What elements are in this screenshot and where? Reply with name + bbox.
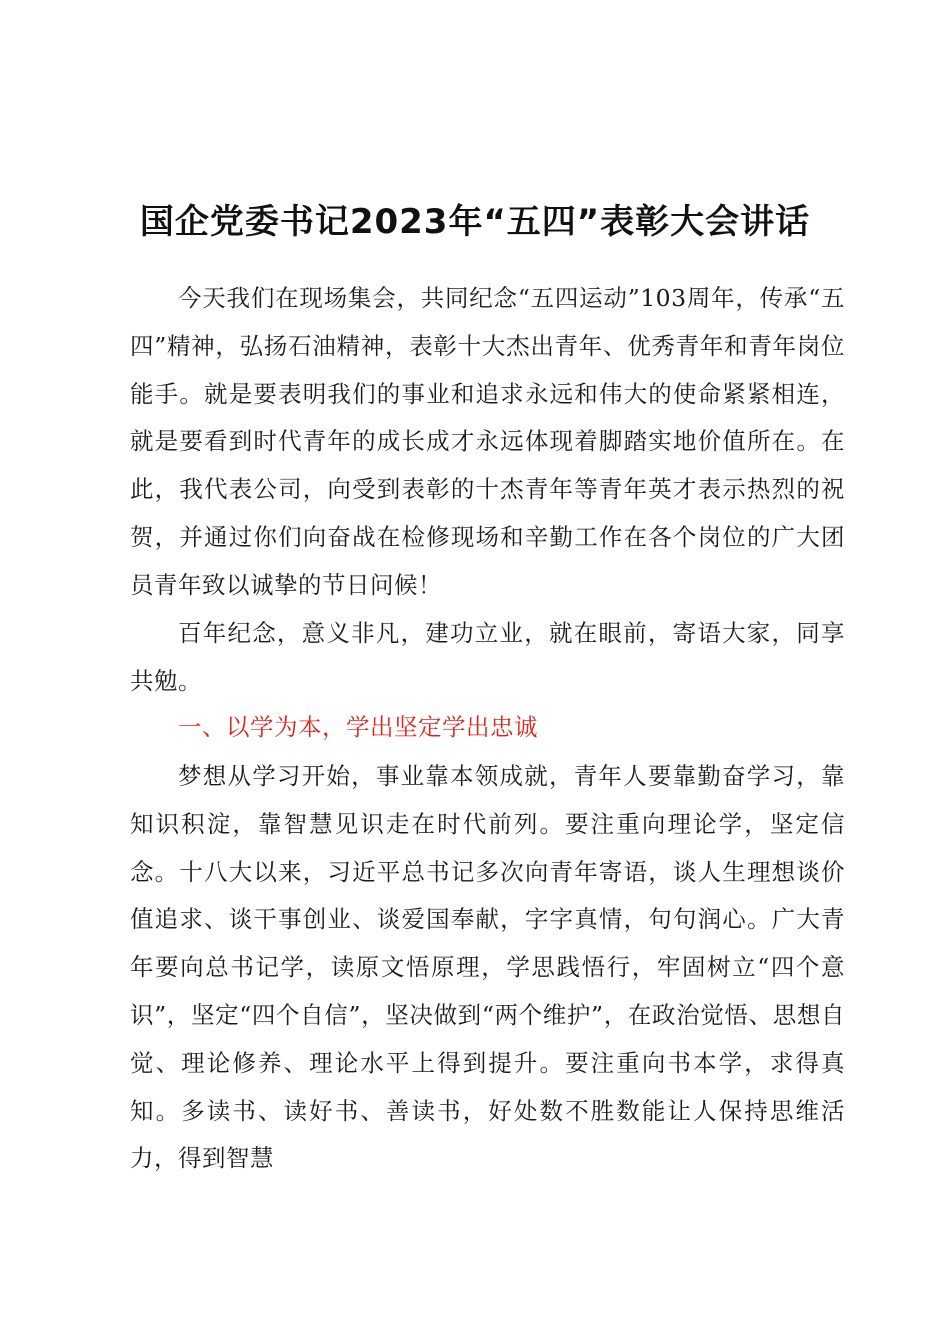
intro-paragraph: 今天我们在现场集会，共同纪念“五四运动”103周年，传承“五四”精神，弘扬石油精神，表彰十大杰出青年、优秀青年和青年岗位能手。就是要表明我们的事业和追求永远和伟大的使命紧紧相连，就是要看到时代青年的成长成才永远体现着脚踏实地价值所在。在此，我代表公司，向受到表彰的十杰青年等青年英才表示热烈的祝贺，并通过你们向奋战在检修现场和辛勤工作在各个岗位的广大团员青年致以诚挚的节日问候！ xyxy=(130,284,845,599)
document-title: 国企党委书记2023年“五四”表彰大会讲话 xyxy=(139,202,811,242)
motto-paragraph: 百年纪念，意义非凡，建功立业，就在眼前，寄语大家，同享共勉。 xyxy=(130,619,845,695)
section-paragraph: 梦想从学习开始，事业靠本领成就，青年人要靠勤奋学习，靠知识积淀，靠智慧见识走在时代前列。要注重向理论学，坚定信念。十八大以来，习近平总书记多次向青年寄语，谈人生理想谈价值追求、谈干事创业、谈爱国奉献，字字真情，句句润心。广大青年要向总书记学，读原文悟原理，学思践悟行，牢固树立“四个意识”，坚定“四个自信”，坚决做到“两个维护”，在政治觉悟、思想自觉、理论修养、理论水平上得到提升。要注重向书本学，求得真知。多读书、读好书、善读书，好处数不胜数能让人保持思维活力，得到智慧 xyxy=(130,762,845,1173)
section-heading: 一、以学为本，学出坚定学出忠诚 xyxy=(178,713,538,741)
